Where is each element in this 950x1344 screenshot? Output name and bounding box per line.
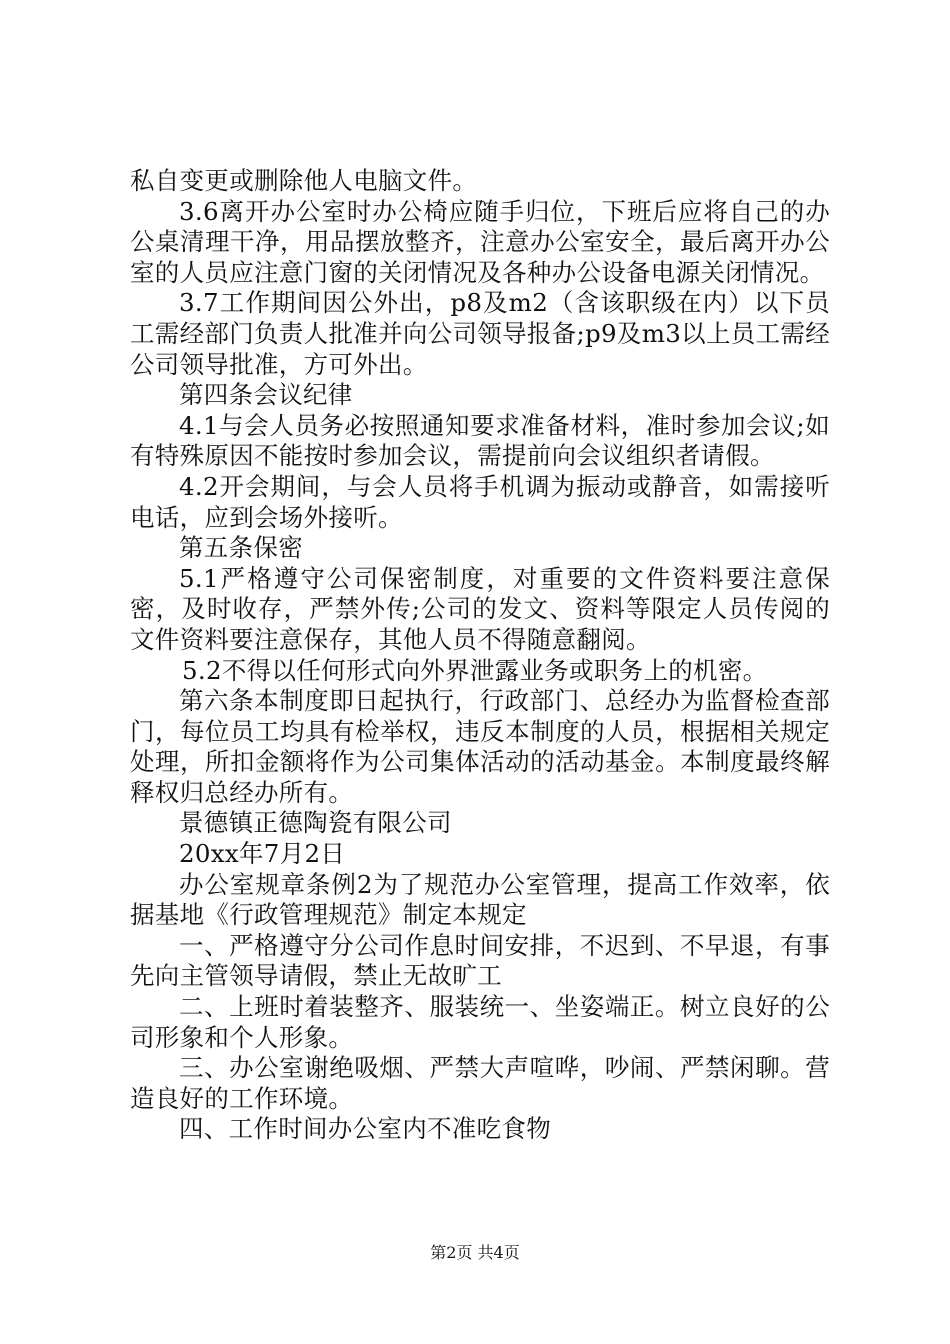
paragraph: 4.1与会人员务必按照通知要求准备材料，准时参加会议;如有特殊原因不能按时参加会议，需提前向会议组织者请假。 [130,410,830,471]
paragraph: 二、上班时着装整齐、服装统一、坐姿端正。树立良好的公司形象和个人形象。 [130,992,830,1052]
paragraph: 3.6离开办公室时办公椅应随手归位，下班后应将自己的办公桌清理干净，用品摆放整齐，注意办公室安全，最后离开办公室的人员应注意门窗的关闭情况及各种办公设备电源关闭情况。 [130,196,830,287]
paragraph: 办公室规章条例2为了规范办公室管理，提高工作效率，依据基地《行政管理规范》制定本规定 [130,869,830,930]
page-number: 第2页 共4页 [430,1243,520,1262]
paragraph: 4.2开会期间，与会人员将手机调为振动或静音，如需接听电话，应到会场外接听。 [130,471,830,532]
paragraph: 私自变更或删除他人电脑文件。 [130,166,478,195]
paragraph: 5.2不得以任何形式向外界泄露业务或职务上的机密。 [182,655,768,685]
paragraph: 5.1严格遵守公司保密制度，对重要的文件资料要注意保密，及时收存，严禁外传;公司的发文、资料等限定人员传阅的文件资料要注意保存，其他人员不得随意翻阅。 [130,563,830,654]
paragraph: 第六条本制度即日起执行，行政部门、总经办为监督检查部门，每位员工均具有检举权，违反本制度的人员，根据相关规定处理，所扣金额将作为公司集体活动的活动基金。本制度最终解释权归总经办所有。 [130,686,830,807]
section-heading: 第四条会议纪律 [179,380,353,410]
document-body [130,166,830,1145]
paragraph: 一、严格遵守分公司作息时间安排，不迟到、不早退，有事先向主管领导请假，禁止无故旷工 [130,930,830,991]
document-date: 20xx年7月2日 [179,839,346,869]
section-heading: 第五条保密 [179,533,303,563]
company-name: 景德镇正德陶瓷有限公司 [179,808,452,838]
paragraph: 3.7工作期间因公外出，p8及m2（含该职级在内）以下员工需经部门负责人批准并向公司领导报备;p9及m3以上员工需经公司领导批准，方可外出。 [130,288,830,379]
paragraph: 三、办公室谢绝吸烟、严禁大声喧哗，吵闹、严禁闲聊。营造良好的工作环境。 [130,1053,830,1113]
paragraph: 四、工作时间办公室内不准吃食物 [179,1114,551,1144]
